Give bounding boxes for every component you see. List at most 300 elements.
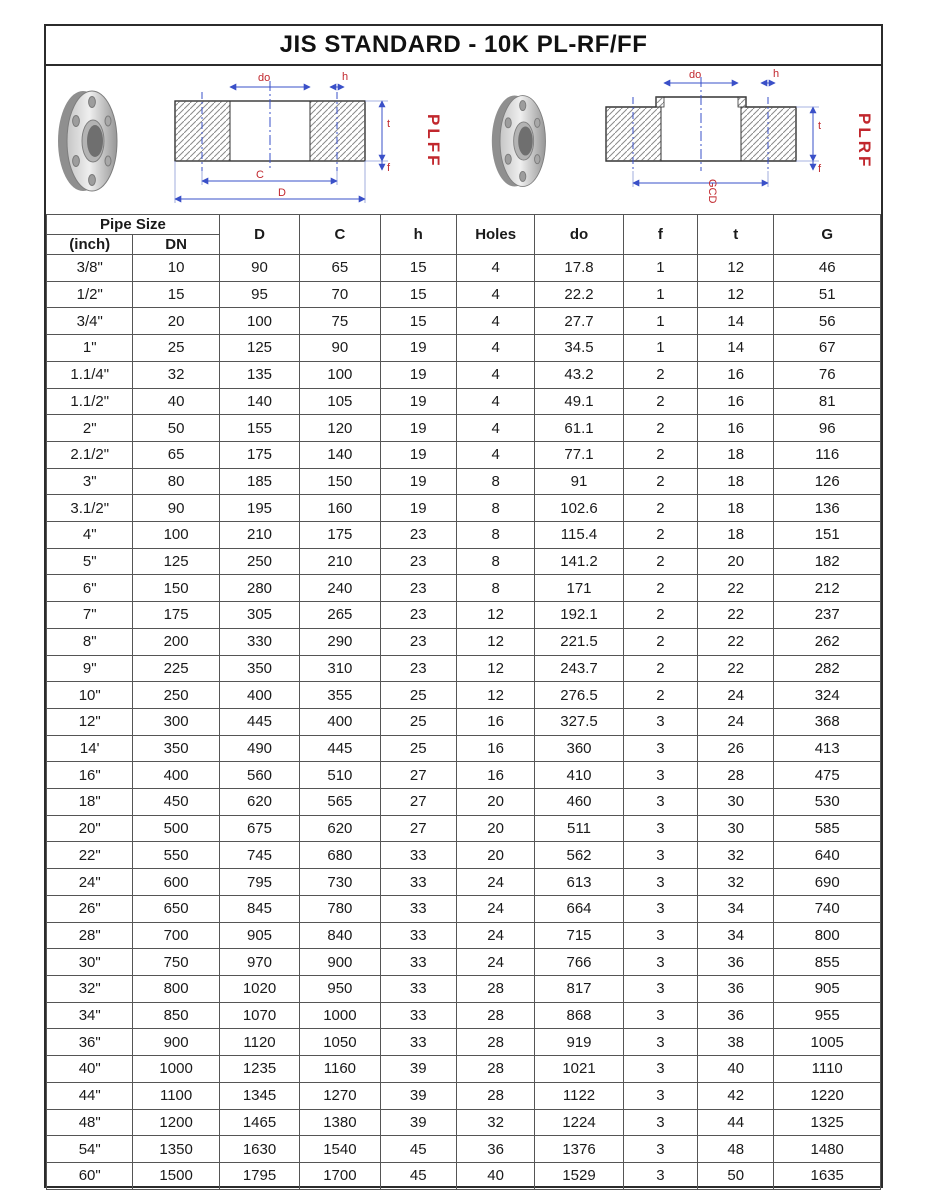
table-cell: 23 <box>380 655 456 682</box>
table-cell: 33 <box>380 1002 456 1029</box>
table-cell: 690 <box>774 869 881 896</box>
table-cell: 24 <box>456 922 534 949</box>
table-cell: 1120 <box>219 1029 299 1056</box>
table-cell: 65 <box>133 441 219 468</box>
table-cell: 3 <box>623 1109 697 1136</box>
table-cell: 48 <box>698 1136 774 1163</box>
table-cell: 565 <box>300 789 380 816</box>
table-cell: 22 <box>698 628 774 655</box>
table-cell: 14' <box>47 735 133 762</box>
table-cell: 65 <box>300 255 380 282</box>
table-cell: 4 <box>456 255 534 282</box>
table-cell: 22 <box>698 575 774 602</box>
table-row <box>47 495 881 522</box>
dim-label-t-left: t <box>387 118 391 130</box>
table-row <box>47 575 881 602</box>
table-cell: 460 <box>535 789 623 816</box>
table-cell: 680 <box>300 842 380 869</box>
table-cell: 42 <box>698 1082 774 1109</box>
table-cell: 800 <box>133 975 219 1002</box>
table-row <box>47 602 881 629</box>
table-row <box>47 949 881 976</box>
table-cell: 10 <box>133 255 219 282</box>
table-cell: 135 <box>219 361 299 388</box>
table-cell: 17.8 <box>535 255 623 282</box>
table-cell: 49.1 <box>535 388 623 415</box>
table-cell: 845 <box>219 895 299 922</box>
table-row <box>47 655 881 682</box>
table-cell: 530 <box>774 789 881 816</box>
table-row <box>47 708 881 735</box>
table-cell: 368 <box>774 708 881 735</box>
table-cell: 20 <box>456 842 534 869</box>
table-cell: 640 <box>774 842 881 869</box>
dim-label-t-right: t <box>818 120 822 132</box>
table-cell: 445 <box>300 735 380 762</box>
col-header-G: G <box>774 215 881 255</box>
plrf-label: PLRF <box>855 112 874 170</box>
table-cell: 2 <box>623 602 697 629</box>
table-cell: 2 <box>623 495 697 522</box>
table-cell: 6" <box>47 575 133 602</box>
table-row <box>47 735 881 762</box>
table-cell: 4 <box>456 281 534 308</box>
table-cell: 4 <box>456 441 534 468</box>
table-cell: 18 <box>698 522 774 549</box>
table-cell: 14 <box>698 308 774 335</box>
table-cell: 28 <box>456 1002 534 1029</box>
table-cell: 240 <box>300 575 380 602</box>
table-cell: 1020 <box>219 975 299 1002</box>
table-cell: 33 <box>380 922 456 949</box>
table-cell: 620 <box>300 815 380 842</box>
table-cell: 3/8" <box>47 255 133 282</box>
table-cell: 51 <box>774 281 881 308</box>
table-cell: 23 <box>380 575 456 602</box>
table-cell: 445 <box>219 708 299 735</box>
table-cell: 212 <box>774 575 881 602</box>
table-cell: 3 <box>623 949 697 976</box>
table-cell: 2 <box>623 361 697 388</box>
col-header-D: D <box>219 215 299 255</box>
table-cell: 1325 <box>774 1109 881 1136</box>
table-cell: 1.1/4" <box>47 361 133 388</box>
table-cell: 1235 <box>219 1056 299 1083</box>
table-cell: 136 <box>774 495 881 522</box>
table-cell: 28 <box>698 762 774 789</box>
table-cell: 350 <box>219 655 299 682</box>
table-cell: 32" <box>47 975 133 1002</box>
table-cell: 56 <box>774 308 881 335</box>
col-header-holes: Holes <box>456 215 534 255</box>
table-cell: 24 <box>698 682 774 709</box>
table-cell: 305 <box>219 602 299 629</box>
table-cell: 24 <box>698 708 774 735</box>
table-cell: 40" <box>47 1056 133 1083</box>
table-cell: 4" <box>47 522 133 549</box>
table-cell: 34 <box>698 922 774 949</box>
table-cell: 19 <box>380 335 456 362</box>
table-row <box>47 1029 881 1056</box>
table-row <box>47 975 881 1002</box>
table-cell: 4 <box>456 388 534 415</box>
table-cell: 24 <box>456 869 534 896</box>
table-cell: 243.7 <box>535 655 623 682</box>
table-cell: 650 <box>133 895 219 922</box>
table-cell: 16 <box>456 762 534 789</box>
table-cell: 1480 <box>774 1136 881 1163</box>
table-row <box>47 1082 881 1109</box>
table-cell: 250 <box>219 548 299 575</box>
table-cell: 16 <box>698 415 774 442</box>
table-cell: 3 <box>623 1056 697 1083</box>
table-cell: 1630 <box>219 1136 299 1163</box>
table-cell: 1 <box>623 335 697 362</box>
table-cell: 8 <box>456 468 534 495</box>
table-cell: 1795 <box>219 1162 299 1189</box>
flange-photo-left <box>56 86 122 196</box>
table-cell: 16 <box>456 735 534 762</box>
table-cell: 2 <box>623 468 697 495</box>
table-cell: 3.1/2" <box>47 495 133 522</box>
table-cell: 7" <box>47 602 133 629</box>
table-cell: 90 <box>219 255 299 282</box>
table-row <box>47 335 881 362</box>
table-cell: 80 <box>133 468 219 495</box>
plff-diagram-group <box>56 67 442 214</box>
table-cell: 8" <box>47 628 133 655</box>
table-cell: 2 <box>623 388 697 415</box>
table-cell: 410 <box>535 762 623 789</box>
table-cell: 150 <box>300 468 380 495</box>
table-cell: 171 <box>535 575 623 602</box>
table-cell: 1000 <box>300 1002 380 1029</box>
content-frame <box>44 24 883 1188</box>
table-row <box>47 1056 881 1083</box>
table-cell: 919 <box>535 1029 623 1056</box>
table-cell: 175 <box>133 602 219 629</box>
table-cell: 38 <box>698 1029 774 1056</box>
table-cell: 40 <box>698 1056 774 1083</box>
table-cell: 20 <box>456 815 534 842</box>
table-cell: 585 <box>774 815 881 842</box>
table-cell: 48" <box>47 1109 133 1136</box>
table-cell: 1 <box>623 281 697 308</box>
dim-label-do-right: do <box>689 69 702 81</box>
pipe-size-group-header: Pipe Size <box>47 215 220 235</box>
table-cell: 16" <box>47 762 133 789</box>
table-cell: 102.6 <box>535 495 623 522</box>
table-cell: 1.1/2" <box>47 388 133 415</box>
table-cell: 175 <box>219 441 299 468</box>
table-cell: 77.1 <box>535 441 623 468</box>
table-cell: 90 <box>300 335 380 362</box>
table-cell: 27 <box>380 815 456 842</box>
table-cell: 1540 <box>300 1136 380 1163</box>
table-cell: 4 <box>456 308 534 335</box>
plrf-diagram-group <box>487 67 873 214</box>
table-cell: 18 <box>698 468 774 495</box>
table-cell: 3 <box>623 922 697 949</box>
table-row <box>47 682 881 709</box>
table-cell: 675 <box>219 815 299 842</box>
dim-label-do-left: do <box>258 72 271 84</box>
table-cell: 22 <box>698 602 774 629</box>
table-cell: 12" <box>47 708 133 735</box>
table-cell: 27 <box>380 762 456 789</box>
table-cell: 8 <box>456 575 534 602</box>
table-cell: 1465 <box>219 1109 299 1136</box>
table-cell: 327.5 <box>535 708 623 735</box>
table-cell: 34.5 <box>535 335 623 362</box>
table-cell: 1 <box>623 308 697 335</box>
table-cell: 1110 <box>774 1056 881 1083</box>
table-cell: 1005 <box>774 1029 881 1056</box>
table-cell: 330 <box>219 628 299 655</box>
table-cell: 70 <box>300 281 380 308</box>
table-cell: 664 <box>535 895 623 922</box>
table-cell: 26 <box>698 735 774 762</box>
flange-photo-right <box>487 91 553 191</box>
table-cell: 50 <box>133 415 219 442</box>
table-cell: 19 <box>380 495 456 522</box>
table-cell: 3" <box>47 468 133 495</box>
table-row <box>47 869 881 896</box>
table-cell: 700 <box>133 922 219 949</box>
table-cell: 36 <box>698 949 774 976</box>
table-cell: 550 <box>133 842 219 869</box>
table-cell: 360 <box>535 735 623 762</box>
table-cell: 1122 <box>535 1082 623 1109</box>
table-cell: 30 <box>698 815 774 842</box>
table-cell: 40 <box>133 388 219 415</box>
table-cell: 3 <box>623 1029 697 1056</box>
table-cell: 510 <box>300 762 380 789</box>
table-cell: 90 <box>133 495 219 522</box>
table-cell: 900 <box>300 949 380 976</box>
table-row <box>47 468 881 495</box>
col-header-do: do <box>535 215 623 255</box>
table-cell: 28 <box>456 1056 534 1083</box>
table-cell: 324 <box>774 682 881 709</box>
table-cell: 61.1 <box>535 415 623 442</box>
table-cell: 1050 <box>300 1029 380 1056</box>
table-cell: 1160 <box>300 1056 380 1083</box>
table-header <box>47 215 881 255</box>
table-cell: 276.5 <box>535 682 623 709</box>
table-cell: 817 <box>535 975 623 1002</box>
table-cell: 4 <box>456 415 534 442</box>
table-cell: 562 <box>535 842 623 869</box>
table-cell: 33 <box>380 842 456 869</box>
table-cell: 28 <box>456 1082 534 1109</box>
table-cell: 12 <box>698 281 774 308</box>
table-cell: 36 <box>456 1136 534 1163</box>
table-cell: 33 <box>380 949 456 976</box>
table-cell: 34" <box>47 1002 133 1029</box>
table-cell: 15 <box>133 281 219 308</box>
table-cell: 100 <box>133 522 219 549</box>
table-cell: 780 <box>300 895 380 922</box>
table-cell: 185 <box>219 468 299 495</box>
table-cell: 475 <box>774 762 881 789</box>
table-cell: 1070 <box>219 1002 299 1029</box>
table-cell: 150 <box>133 575 219 602</box>
table-cell: 2 <box>623 655 697 682</box>
table-cell: 195 <box>219 495 299 522</box>
table-cell: 1529 <box>535 1162 623 1189</box>
table-cell: 400 <box>133 762 219 789</box>
table-cell: 25 <box>380 708 456 735</box>
table-cell: 25 <box>380 682 456 709</box>
table-cell: 290 <box>300 628 380 655</box>
col-header-t: t <box>698 215 774 255</box>
table-row <box>47 922 881 949</box>
table-cell: 22" <box>47 842 133 869</box>
table-cell: 3 <box>623 789 697 816</box>
table-cell: 18 <box>698 495 774 522</box>
table-cell: 33 <box>380 1029 456 1056</box>
table-cell: 855 <box>774 949 881 976</box>
table-cell: 950 <box>300 975 380 1002</box>
table-row <box>47 1002 881 1029</box>
flange-section-right <box>561 67 846 214</box>
table-cell: 740 <box>774 895 881 922</box>
table-cell: 1500 <box>133 1162 219 1189</box>
table-cell: 155 <box>219 415 299 442</box>
table-cell: 160 <box>300 495 380 522</box>
table-cell: 33 <box>380 869 456 896</box>
table-cell: 905 <box>219 922 299 949</box>
table-cell: 126 <box>774 468 881 495</box>
table-cell: 905 <box>774 975 881 1002</box>
table-cell: 511 <box>535 815 623 842</box>
table-cell: 210 <box>300 548 380 575</box>
title-box <box>46 26 881 66</box>
table-cell: 745 <box>219 842 299 869</box>
table-cell: 12 <box>698 255 774 282</box>
table-cell: 600 <box>133 869 219 896</box>
table-cell: 19 <box>380 441 456 468</box>
table-cell: 2 <box>623 575 697 602</box>
table-cell: 32 <box>456 1109 534 1136</box>
table-cell: 60" <box>47 1162 133 1189</box>
table-cell: 3 <box>623 869 697 896</box>
table-cell: 45 <box>380 1162 456 1189</box>
table-cell: 18" <box>47 789 133 816</box>
table-cell: 4 <box>456 335 534 362</box>
table-cell: 490 <box>219 735 299 762</box>
table-cell: 3 <box>623 1136 697 1163</box>
table-cell: 26" <box>47 895 133 922</box>
table-cell: 141.2 <box>535 548 623 575</box>
table-cell: 3 <box>623 1162 697 1189</box>
table-cell: 91 <box>535 468 623 495</box>
table-cell: 39 <box>380 1082 456 1109</box>
table-cell: 620 <box>219 789 299 816</box>
table-cell: 766 <box>535 949 623 976</box>
table-cell: 450 <box>133 789 219 816</box>
table-cell: 182 <box>774 548 881 575</box>
dim-label-d-left: D <box>278 187 286 199</box>
table-cell: 23 <box>380 602 456 629</box>
table-cell: 8 <box>456 522 534 549</box>
table-cell: 8 <box>456 495 534 522</box>
table-cell: 125 <box>133 548 219 575</box>
table-row <box>47 388 881 415</box>
dim-label-f-right: f <box>818 163 822 175</box>
table-cell: 25 <box>133 335 219 362</box>
table-cell: 1200 <box>133 1109 219 1136</box>
table-cell: 1021 <box>535 1056 623 1083</box>
table-cell: 23 <box>380 628 456 655</box>
dim-label-gcd-right: GCD <box>706 179 718 204</box>
table-cell: 850 <box>133 1002 219 1029</box>
table-cell: 2 <box>623 522 697 549</box>
table-cell: 45 <box>380 1136 456 1163</box>
table-cell: 3 <box>623 815 697 842</box>
table-cell: 1100 <box>133 1082 219 1109</box>
table-cell: 2 <box>623 548 697 575</box>
table-row <box>47 361 881 388</box>
table-cell: 32 <box>133 361 219 388</box>
table-cell: 250 <box>133 682 219 709</box>
table-cell: 730 <box>300 869 380 896</box>
table-row <box>47 308 881 335</box>
table-cell: 22.2 <box>535 281 623 308</box>
table-cell: 3 <box>623 735 697 762</box>
table-cell: 3 <box>623 1082 697 1109</box>
table-cell: 8 <box>456 548 534 575</box>
table-cell: 613 <box>535 869 623 896</box>
table-cell: 210 <box>219 522 299 549</box>
page-title: JIS STANDARD - 10K PL-RF/FF <box>279 31 648 58</box>
table-cell: 282 <box>774 655 881 682</box>
flange-table-body <box>47 255 881 1190</box>
table-cell: 96 <box>774 415 881 442</box>
table-cell: 20 <box>133 308 219 335</box>
table-cell: 280 <box>219 575 299 602</box>
table-cell: 32 <box>698 842 774 869</box>
table-cell: 2.1/2" <box>47 441 133 468</box>
table-cell: 560 <box>219 762 299 789</box>
table-row <box>47 895 881 922</box>
table-cell: 44 <box>698 1109 774 1136</box>
table-row <box>47 441 881 468</box>
table-cell: 15 <box>380 255 456 282</box>
table-cell: 2 <box>623 682 697 709</box>
table-row <box>47 548 881 575</box>
table-cell: 120 <box>300 415 380 442</box>
table-cell: 750 <box>133 949 219 976</box>
table-cell: 20 <box>456 789 534 816</box>
table-row <box>47 415 881 442</box>
table-cell: 1700 <box>300 1162 380 1189</box>
table-cell: 2 <box>623 441 697 468</box>
table-cell: 3 <box>623 708 697 735</box>
table-cell: 30" <box>47 949 133 976</box>
table-cell: 22 <box>698 655 774 682</box>
table-cell: 19 <box>380 361 456 388</box>
table-cell: 54" <box>47 1136 133 1163</box>
table-cell: 1270 <box>300 1082 380 1109</box>
table-cell: 75 <box>300 308 380 335</box>
table-cell: 12 <box>456 682 534 709</box>
table-cell: 1635 <box>774 1162 881 1189</box>
table-cell: 14 <box>698 335 774 362</box>
table-row <box>47 815 881 842</box>
table-cell: 33 <box>380 895 456 922</box>
